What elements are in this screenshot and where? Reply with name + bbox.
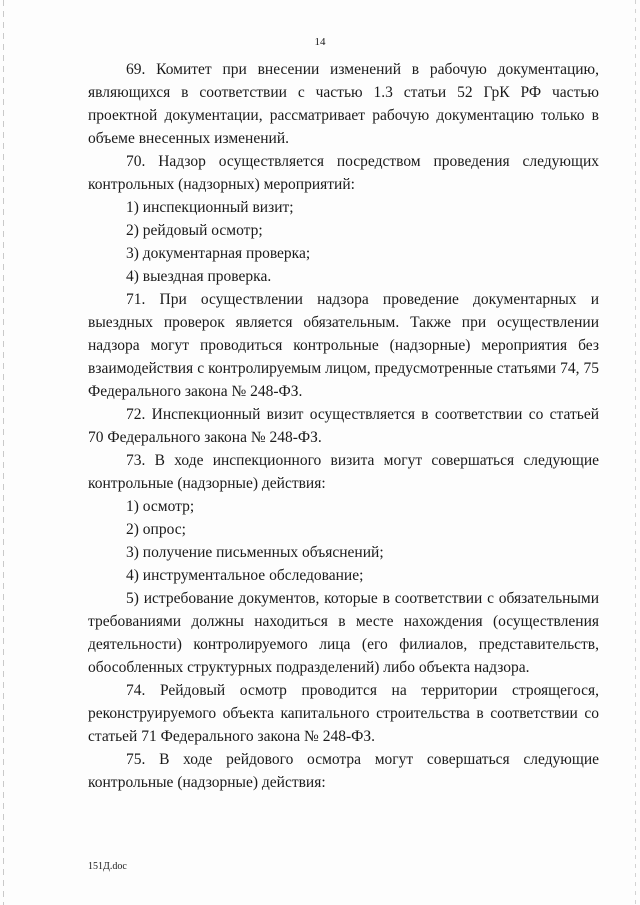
list-item: 5) истребование документов, которые в соответствии с обязательными требованиями должны находиться в месте нахождения (осуществления деятельности) контролируемого лица (его филиалов, представительств, обособленных структурных подразделений) либо объекта надзора. [88,590,599,676]
paragraph-73: 73. В ходе инспекционного визита могут совершаться следующие контрольные (надзорные) действия: [88,452,599,492]
paragraph-69: 69. Комитет при внесении изменений в рабочую документацию, являющихся в соответствии с частью 1.3 статьи 52 ГрК РФ частью проектной документации, рассматривает рабочую документацию только в объеме внесенных изменений. [88,61,599,147]
document-body [88,58,599,794]
paragraph-72: 72. Инспекционный визит осуществляется в соответствии со статьей 70 Федерального закона № 248-ФЗ. [88,406,599,446]
list-item: 3) документарная проверка; [126,245,311,262]
list-item: 1) осмотр; [126,498,195,515]
scan-edge-left [3,0,4,905]
paragraph-75: 75. В ходе рейдового осмотра могут совершаться следующие контрольные (надзорные) действия: [88,751,599,791]
paragraph-74: 74. Рейдовый осмотр проводится на территории строящегося, реконструируемого объекта капитального строительства в соответствии со статьей 71 Федерального закона № 248-ФЗ. [88,682,599,745]
list-item: 2) рейдовый осмотр; [126,222,263,239]
list-item: 2) опрос; [126,521,186,538]
list-item: 3) получение письменных объяснений; [126,544,384,561]
list-item: 4) выездная проверка. [126,268,272,285]
paragraph-71: 71. При осуществлении надзора проведение документарных и выездных проверок является обязательным. Также при осуществлении надзора могут проводиться контрольные (надзорные) мероприятия без взаимодействия с контролируемым лицом, предусмотренные статьями 74, 75 Федерального закона № 248-ФЗ. [88,291,599,400]
paragraph-70: 70. Надзор осуществляется посредством проведения следующих контрольных (надзорных) мероприятий: [88,153,599,193]
list-item: 4) инструментальное обследование; [126,567,364,584]
list-item: 1) инспекционный визит; [126,199,294,216]
page-number: 14 [314,36,326,48]
footer-filename: 151Д.doc [88,861,127,872]
scan-edge-right [635,0,636,905]
